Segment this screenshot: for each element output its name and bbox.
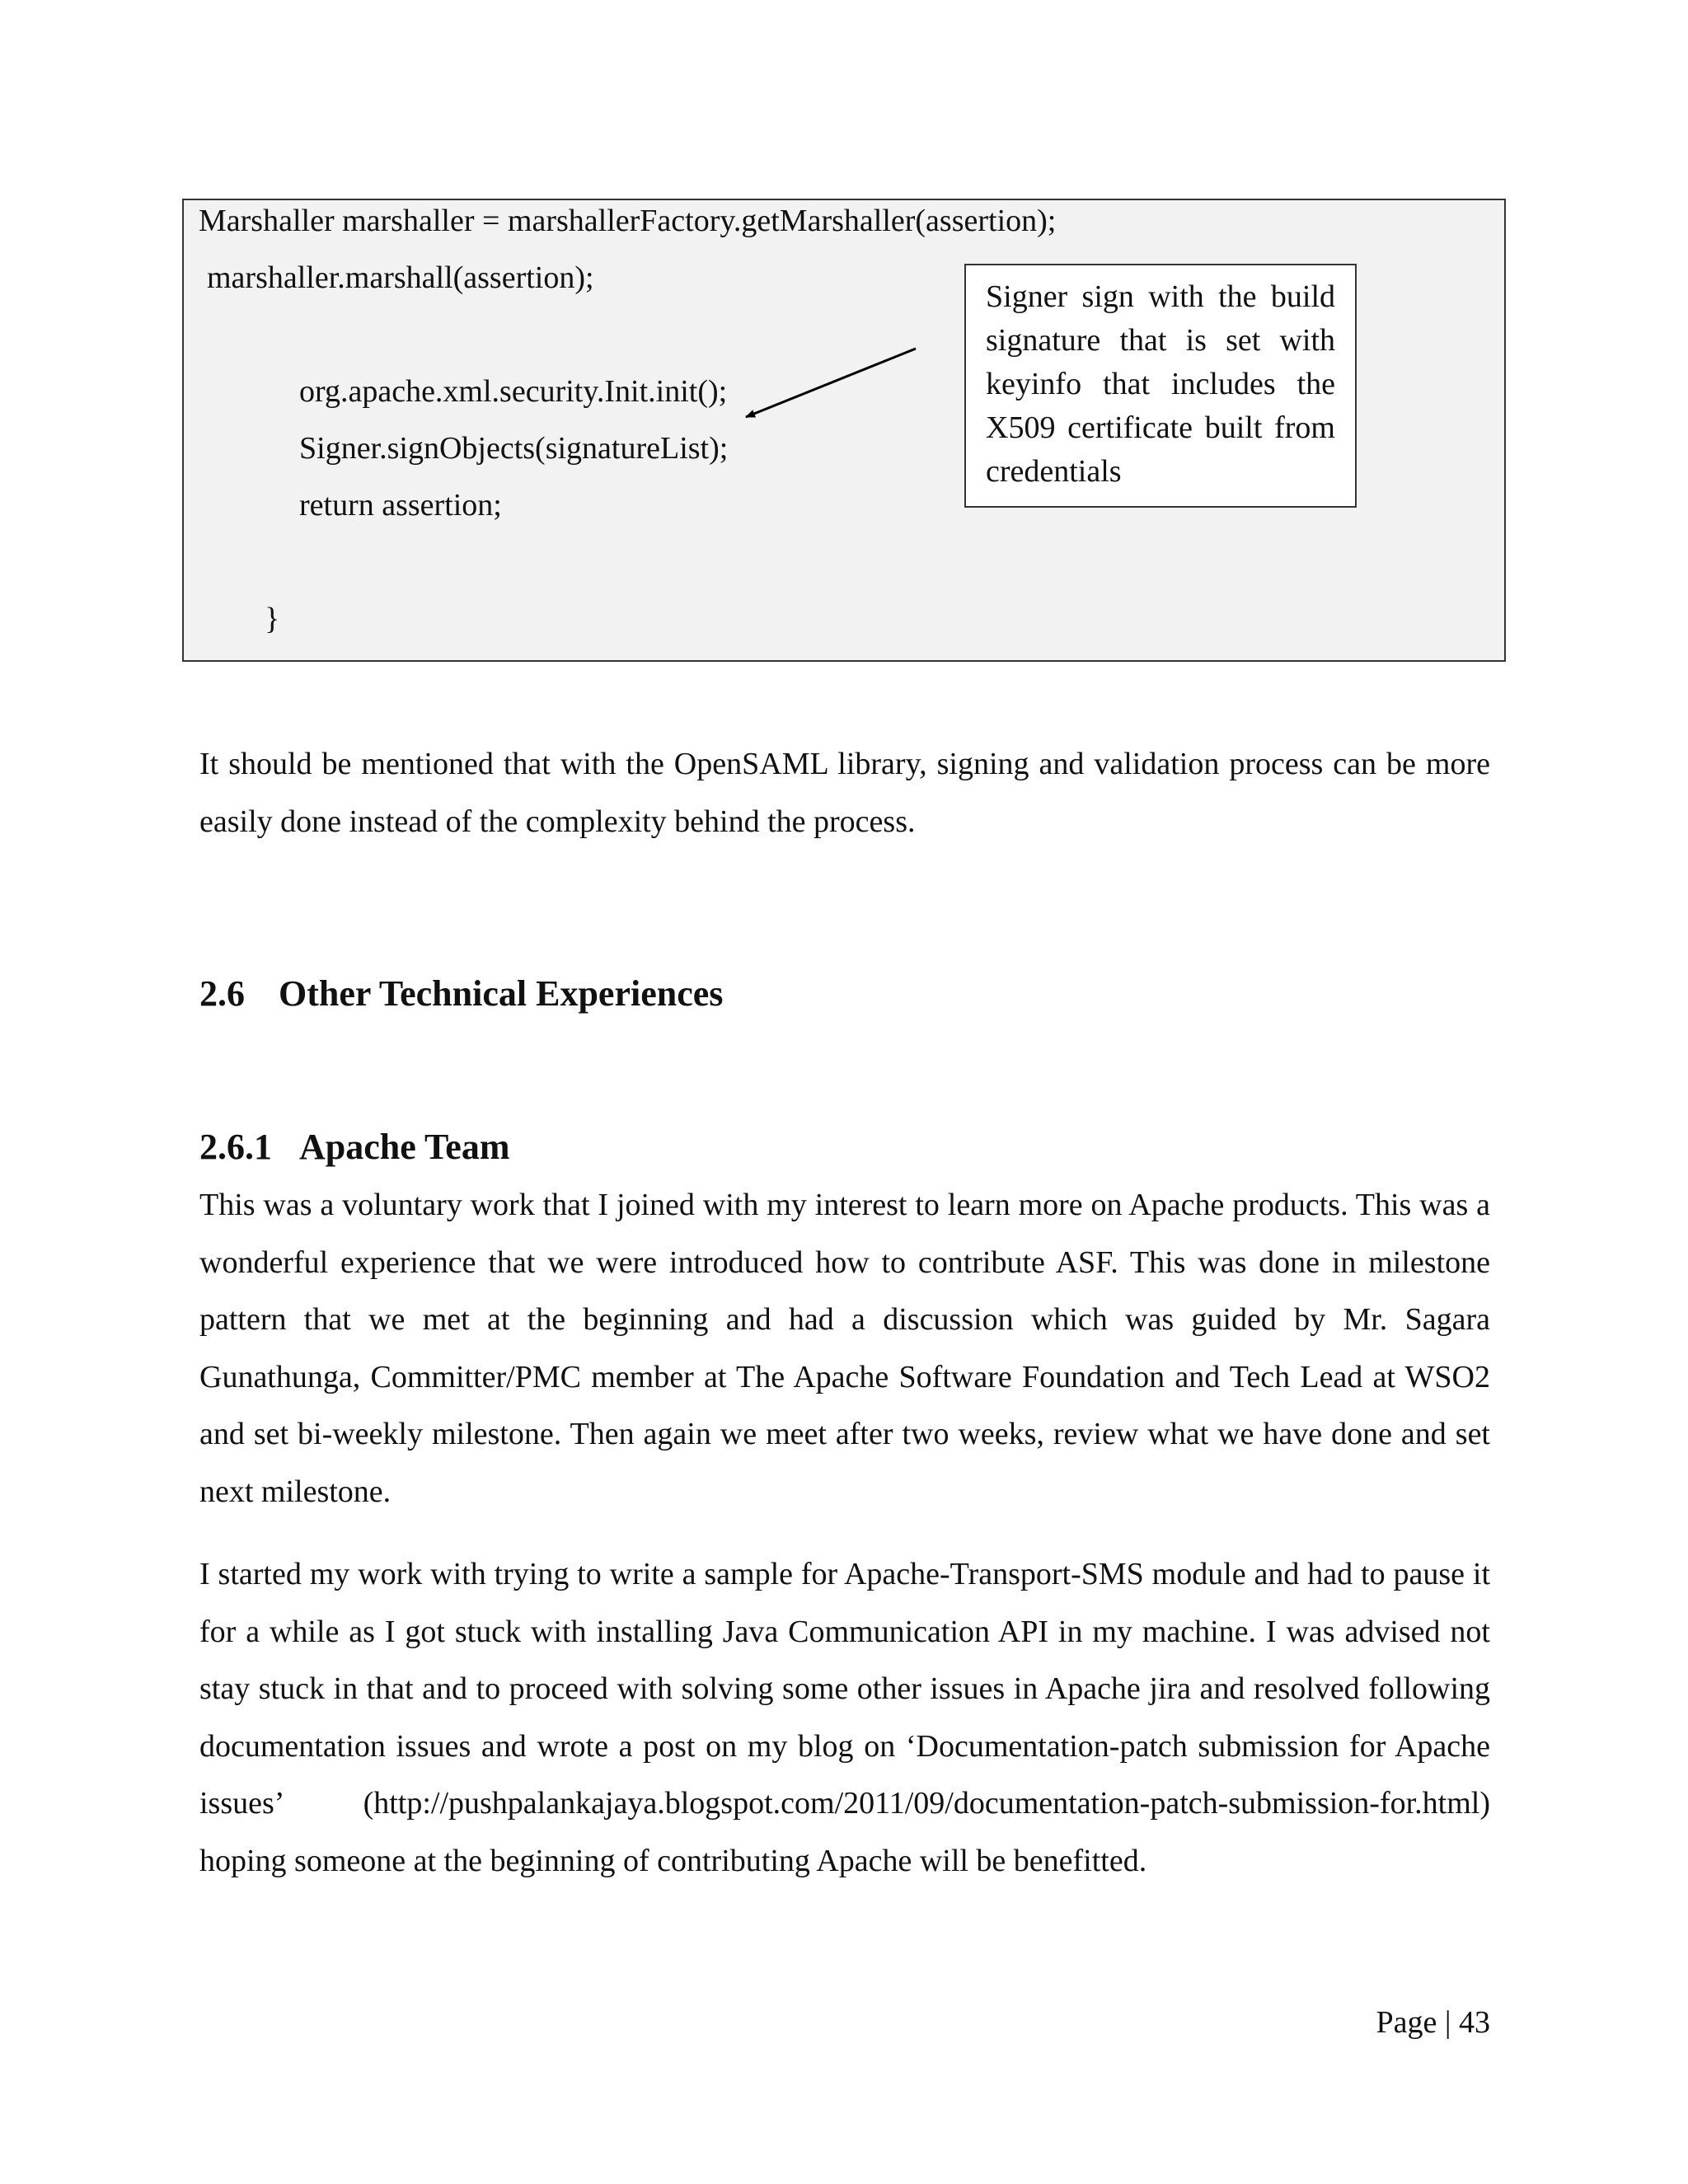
- code-line-4: Signer.signObjects(signatureList);: [299, 431, 729, 466]
- code-line-1: Marshaller marshaller = marshallerFactory.getMarshaller(assertion);: [199, 204, 1057, 238]
- section-title: Other Technical Experiences: [279, 973, 724, 1014]
- paragraph-apache-1: This was a voluntary work that I joined with my interest to learn more on Apache products. This was a wonderful experience that we were introduced how to contribute ASF. This was done in milestone pattern that we met at the beginning and had a discussion which was guided by Mr. Sagara Gunathunga, Committer/PMC member at The Apache Software Foundation and Tech Lead at WSO2 and set bi-weekly milestone. Then again we meet after two weeks, review what we have done and set next milestone.: [199, 1188, 1490, 1509]
- callout-note: Signer sign with the build signature that is set with keyinfo that includes the X509 certificate built from credentials: [964, 264, 1357, 508]
- subsection-title: Apache Team: [299, 1127, 510, 1167]
- page-number: Page | 43: [1376, 2005, 1490, 2040]
- section-heading: [199, 972, 723, 1015]
- subsection-number: 2.6.1: [199, 1127, 272, 1167]
- code-line-2: marshaller.marshall(assertion);: [207, 260, 594, 295]
- subsection-heading: [199, 1126, 509, 1168]
- code-line-closing-brace: }: [265, 602, 280, 636]
- code-line-5: return assertion;: [299, 488, 502, 523]
- paragraph-opensaml: It should be mentioned that with the OpenSAML library, signing and validation process can be more easily done instead of the complexity behind the process.: [199, 747, 1490, 839]
- paragraph-apache-2: I started my work with trying to write a sample for Apache-Transport-SMS module and had to pause it for a while as I got stuck with installing Java Communication API in my machine. I was advised not stay stuck in that and to proceed with solving some other issues in Apache jira and resolved following documentation issues and wrote a post on my blog on ‘Documentation-patch submission for Apache issues’ (http://pushpalankajaya.blogspot.com/2011/09/documentation-patch-submission-for.html) hoping someone at the beginning of contributing Apache will be benefitted.: [199, 1557, 1490, 1878]
- section-number: 2.6: [199, 973, 245, 1014]
- code-line-3: org.apache.xml.security.Init.init();: [299, 374, 728, 409]
